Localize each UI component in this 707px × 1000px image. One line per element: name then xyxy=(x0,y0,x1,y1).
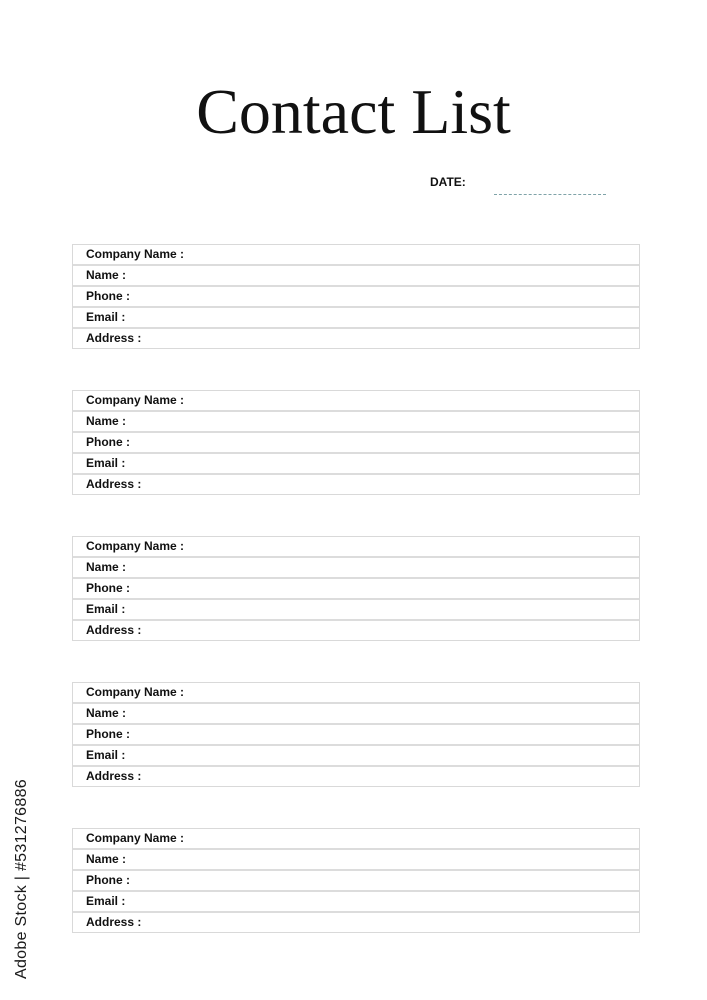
company-name-field[interactable] xyxy=(73,683,639,704)
email-label: Email : xyxy=(86,894,126,908)
email-label: Email : xyxy=(86,748,126,762)
email-label: Email : xyxy=(86,456,126,470)
phone-field[interactable] xyxy=(73,725,639,746)
email-field[interactable] xyxy=(73,892,639,913)
email-field[interactable] xyxy=(73,308,639,329)
address-field[interactable] xyxy=(73,475,639,494)
name-field[interactable] xyxy=(73,558,639,579)
address-label: Address : xyxy=(86,623,142,637)
name-label: Name : xyxy=(86,268,127,282)
phone-field[interactable] xyxy=(73,871,639,892)
company-name-label: Company Name : xyxy=(86,393,185,407)
address-field[interactable] xyxy=(73,767,639,786)
phone-field[interactable] xyxy=(73,579,639,600)
phone-label: Phone : xyxy=(86,727,130,741)
stock-watermark: Adobe Stock | #531276886 xyxy=(13,779,30,979)
email-field[interactable] xyxy=(73,600,639,621)
name-label: Name : xyxy=(86,852,127,866)
contact-card-1 xyxy=(72,244,640,349)
company-name-label: Company Name : xyxy=(86,831,185,845)
address-label: Address : xyxy=(86,331,142,345)
company-name-field[interactable] xyxy=(73,537,639,558)
name-label: Name : xyxy=(86,414,127,428)
contact-card-5 xyxy=(72,828,640,933)
name-label: Name : xyxy=(86,706,127,720)
name-label: Name : xyxy=(86,560,127,574)
email-field[interactable] xyxy=(73,746,639,767)
address-label: Address : xyxy=(86,769,142,783)
company-name-field[interactable] xyxy=(73,245,639,266)
company-name-label: Company Name : xyxy=(86,685,185,699)
contact-card-3 xyxy=(72,536,640,641)
phone-field[interactable] xyxy=(73,287,639,308)
date-field[interactable] xyxy=(494,194,606,195)
address-label: Address : xyxy=(86,477,142,491)
email-label: Email : xyxy=(86,602,126,616)
phone-label: Phone : xyxy=(86,873,130,887)
phone-label: Phone : xyxy=(86,289,130,303)
email-label: Email : xyxy=(86,310,126,324)
phone-label: Phone : xyxy=(86,435,130,449)
contact-card-4 xyxy=(72,682,640,787)
name-field[interactable] xyxy=(73,412,639,433)
company-name-label: Company Name : xyxy=(86,247,185,261)
address-label: Address : xyxy=(86,915,142,929)
contact-card-2 xyxy=(72,390,640,495)
name-field[interactable] xyxy=(73,266,639,287)
email-field[interactable] xyxy=(73,454,639,475)
date-label: DATE: xyxy=(430,175,466,189)
company-name-label: Company Name : xyxy=(86,539,185,553)
name-field[interactable] xyxy=(73,704,639,725)
company-name-field[interactable] xyxy=(73,391,639,412)
phone-field[interactable] xyxy=(73,433,639,454)
name-field[interactable] xyxy=(73,850,639,871)
company-name-field[interactable] xyxy=(73,829,639,850)
address-field[interactable] xyxy=(73,621,639,640)
phone-label: Phone : xyxy=(86,581,130,595)
page-title: Contact List xyxy=(196,76,511,147)
address-field[interactable] xyxy=(73,329,639,348)
address-field[interactable] xyxy=(73,913,639,932)
